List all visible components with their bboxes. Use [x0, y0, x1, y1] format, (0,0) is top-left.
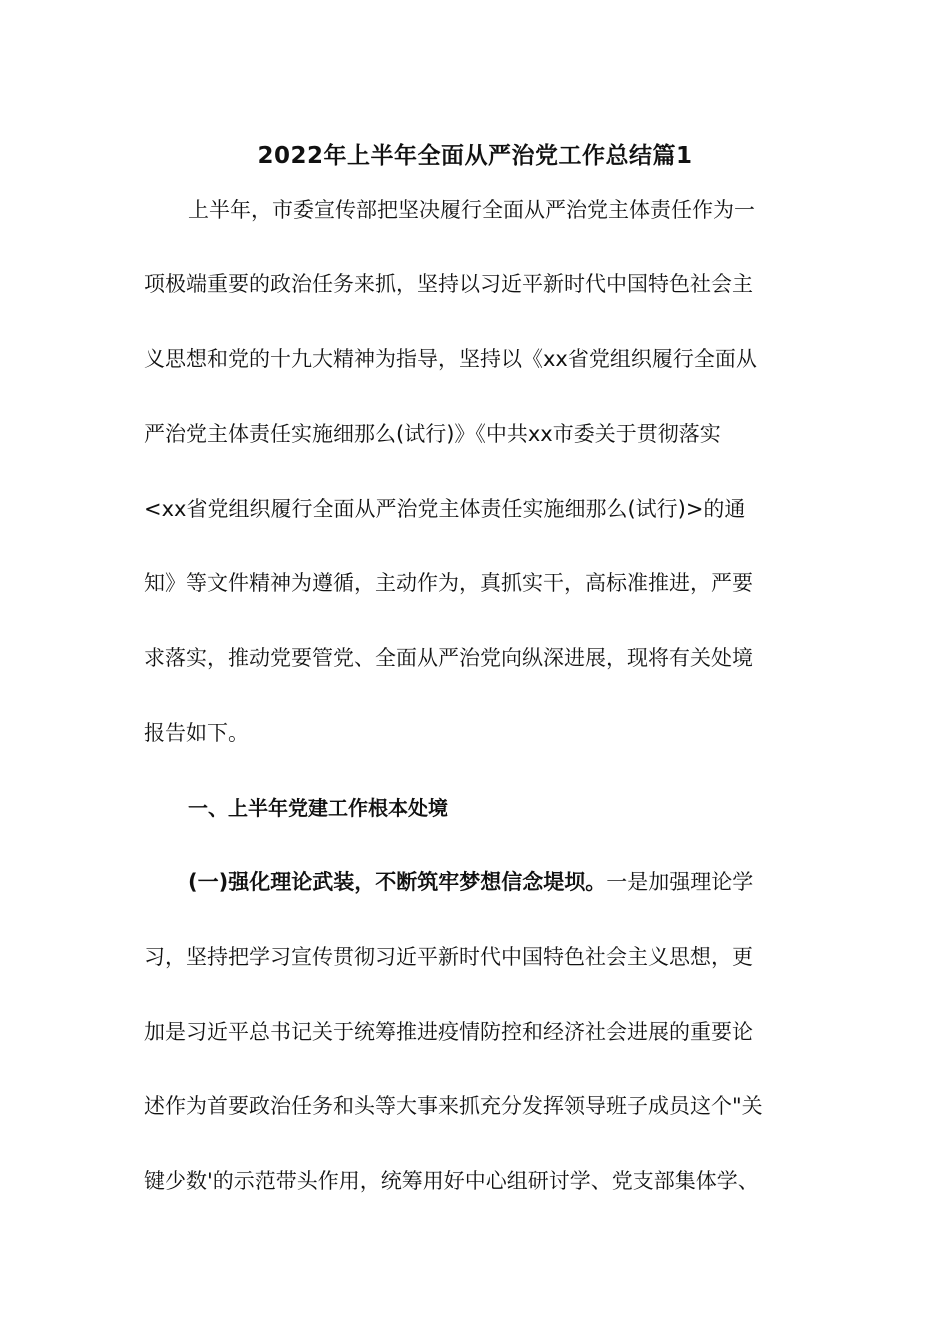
paragraph-line: 报告如下。 [144, 721, 249, 745]
paragraph-line: <xx省党组织履行全面从严治党主体责任实施细那么(试行)>的通 [144, 497, 746, 521]
paragraph-line: 习，坚持把学习宣传贯彻习近平新时代中国特色社会主义思想，更 [144, 945, 753, 969]
subsection-text: 一是加强理论学 [606, 870, 754, 894]
paragraph-line: 项极端重要的政治任务来抓，坚持以习近平新时代中国特色社会主 [144, 272, 753, 296]
paragraph-line: 知》等文件精神为遵循，主动作为，真抓实干，高标准推进，严要 [144, 571, 753, 595]
paragraph-line: 义思想和党的十九大精神为指导，坚持以《xx省党组织履行全面从 [144, 347, 757, 371]
subsection-heading: (一)强化理论武装，不断筑牢梦想信念堤坝。 [188, 870, 607, 894]
paragraph-line: 加是习近平总书记关于统筹推进疫情防控和经济社会进展的重要论 [144, 1020, 753, 1044]
document-title: 2022年上半年全面从严治党工作总结篇1 [257, 143, 693, 169]
paragraph-line: 严治党主体责任实施细那么(试行)》《中共xx市委关于贯彻落实 [144, 422, 721, 446]
paragraph-line: 键少数'的示范带头作用，统筹用好中心组研讨学、党支部集体学、 [144, 1169, 759, 1193]
paragraph-line: 述作为首要政治任务和头等大事来抓充分发挥领导班子成员这个"关 [144, 1094, 763, 1118]
section-heading: 一、上半年党建工作根本处境 [188, 796, 448, 820]
paragraph-line: 求落实，推动党要管党、全面从严治党向纵深进展，现将有关处境 [144, 646, 753, 670]
subsection-first-line [188, 862, 814, 902]
paragraph-line: 上半年，市委宣传部把坚决履行全面从严治党主体责任作为一 [188, 198, 755, 222]
